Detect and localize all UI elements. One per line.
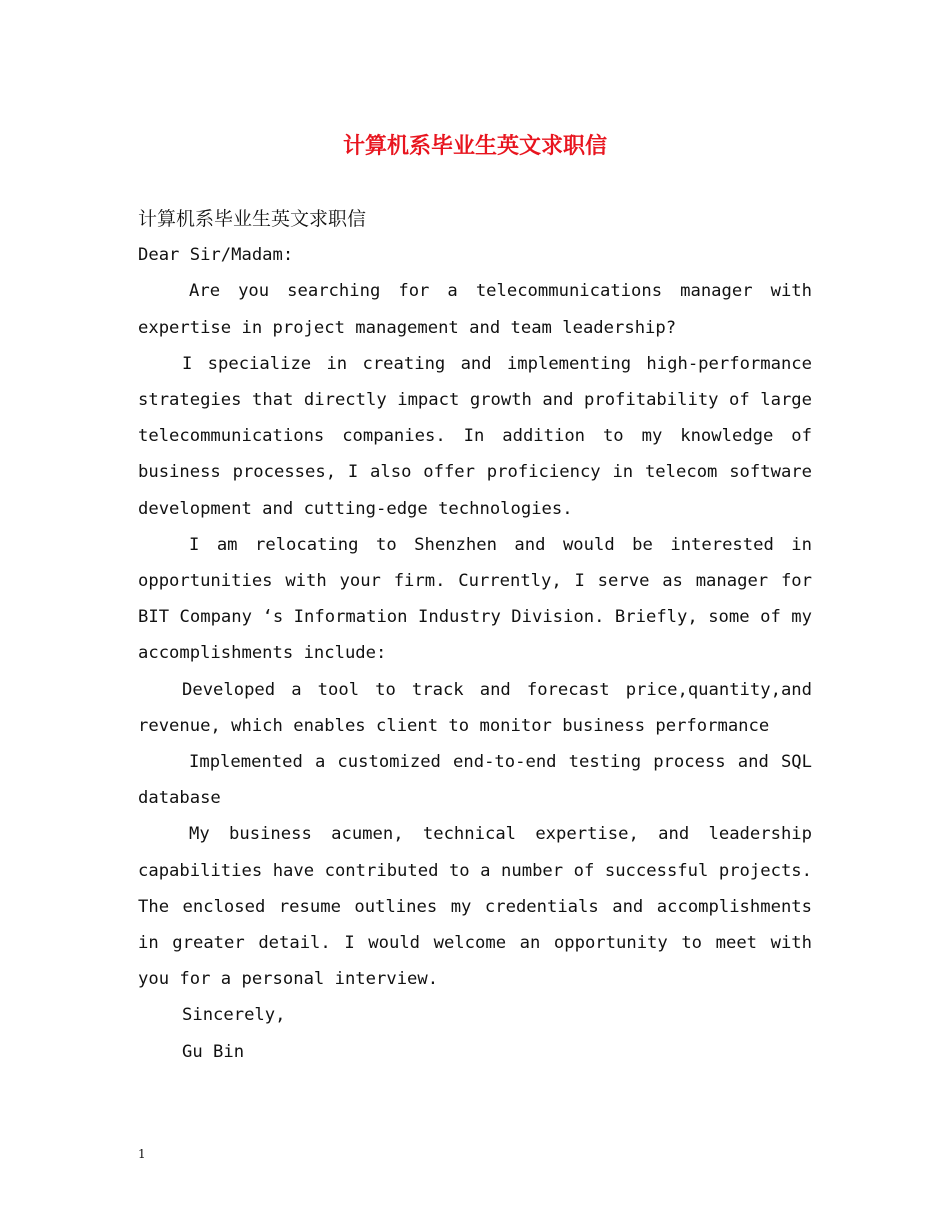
paragraph-specialization: I specialize in creating and implementing high-performance strategies that directly impact growth and profitability of large telecommunications companies. In addition to my knowledge of business processes, I also offer proficiency in telecom software development and cutting-edge technologies. [138,353,812,519]
closing: Sincerely, [182,1005,286,1026]
paragraph-closing-summary: My business acumen, technical expertise, and leadership capabilities have contributed to a number of successful projects. The enclosed resume outlines my credentials and accomplishments in greater detail. I would welcome an opportunity to meet with you for a personal interview. [138,824,812,990]
page-number: 1 [138,1147,146,1161]
salutation: Dear Sir/Madam: [138,245,294,266]
signature: Gu Bin [182,1041,245,1062]
accomplishment-item: Developed a tool to track and forecast price,quantity,and revenue, which enables client to monitor business performance [138,679,812,736]
letter-subtitle: 计算机系毕业生英文求职信 [138,208,367,230]
paragraph-intro: Are you searching for a telecommunications manager with expertise in project management and team leadership? [138,281,812,338]
document-title: 计算机系毕业生英文求职信 [342,133,607,159]
letter-body [138,201,812,1070]
paragraph-relocation: I am relocating to Shenzhen and would be interested in opportunities with your firm. Currently, I serve as manager for BIT Company ‘s Information Industry Division. Briefly, some of my accomplishments include: [138,534,812,664]
accomplishment-item: Implemented a customized end-to-end testing process and SQL database [138,752,812,809]
